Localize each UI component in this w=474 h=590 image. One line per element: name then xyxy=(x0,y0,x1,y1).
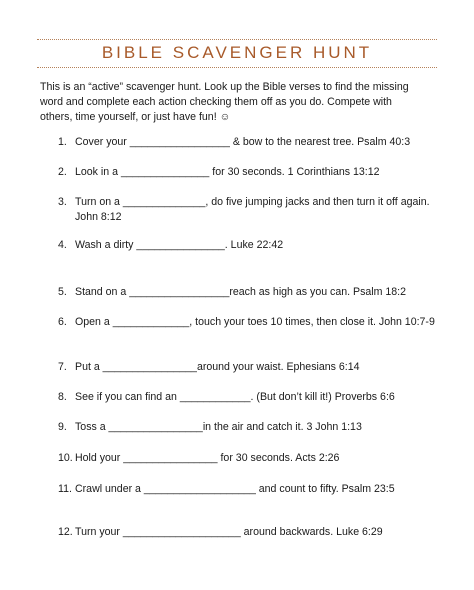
hunt-item-10 xyxy=(58,451,453,466)
hunt-item-2 xyxy=(58,165,453,180)
hunt-item-9 xyxy=(58,420,453,435)
item-number: 3. xyxy=(58,196,67,208)
title-bottom-rule xyxy=(37,67,437,68)
hunt-item-6 xyxy=(58,315,453,330)
item-text: Put a ________________around your waist. Ephesians 6:14 xyxy=(75,361,360,373)
page-title: BIBLE SCAVENGER HUNT xyxy=(101,43,373,62)
item-number: 10. xyxy=(58,452,73,464)
item-number: 12. xyxy=(58,526,73,538)
hunt-item-5 xyxy=(58,285,453,300)
item-number: 6. xyxy=(58,316,67,328)
item-number: 1. xyxy=(58,136,67,148)
item-text: Hold your ________________ for 30 seconds. Acts 2:26 xyxy=(75,452,340,464)
item-number: 8. xyxy=(58,391,67,403)
item-text: Look in a _______________ for 30 seconds. 1 Corinthians 13:12 xyxy=(75,166,380,178)
item-number: 7. xyxy=(58,361,67,373)
item-number: 5. xyxy=(58,286,67,298)
item-text: Toss a ________________in the air and catch it. 3 John 1:13 xyxy=(75,421,362,433)
item-text: See if you can find an ____________. (But don’t kill it!) Proverbs 6:6 xyxy=(75,391,395,403)
hunt-item-7 xyxy=(58,360,453,375)
item-text: Turn your ____________________ around backwards. Luke 6:29 xyxy=(75,526,383,538)
item-text: Stand on a _________________reach as high as you can. Psalm 18:2 xyxy=(75,286,407,298)
item-reference: John 8:12 xyxy=(75,210,122,223)
item-text: Crawl under a ___________________ and count to fifty. Psalm 23:5 xyxy=(75,483,395,495)
hunt-item-4 xyxy=(58,238,453,253)
item-text: Wash a dirty _______________. Luke 22:42 xyxy=(75,239,284,251)
title-top-rule xyxy=(37,39,437,40)
item-number: 9. xyxy=(58,421,67,433)
hunt-item-8 xyxy=(58,390,453,405)
hunt-item-1 xyxy=(58,135,453,150)
item-text: Cover your _________________ & bow to the nearest tree. Psalm 40:3 xyxy=(75,136,411,148)
item-text: Turn on a ______________, do five jumping jacks and then turn it off again. xyxy=(75,196,430,208)
item-text: Open a _____________, touch your toes 10 times, then close it. John 10:7-9 xyxy=(75,316,435,328)
intro-line: others, time yourself, or just have fun! ☺ xyxy=(40,111,231,123)
item-number: 4. xyxy=(58,239,67,251)
hunt-item-11 xyxy=(58,482,453,497)
item-number: 11. xyxy=(58,483,72,495)
intro-line: word and complete each action checking them off as you do. Compete with xyxy=(40,96,392,108)
hunt-item-3 xyxy=(58,195,453,224)
intro-line: This is an “active” scavenger hunt. Look up the Bible verses to find the missing xyxy=(40,81,409,93)
intro-paragraph xyxy=(40,80,440,125)
hunt-item-12 xyxy=(58,525,453,540)
item-number: 2. xyxy=(58,166,67,178)
